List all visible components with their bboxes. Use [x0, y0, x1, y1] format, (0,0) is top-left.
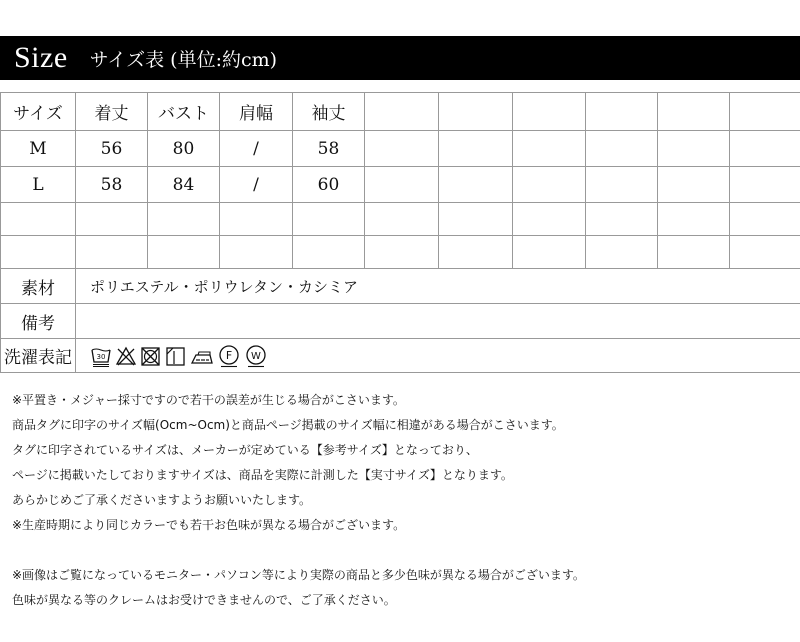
iron-low-icon	[190, 345, 214, 367]
empty-cell	[439, 167, 513, 203]
empty-cell	[586, 167, 658, 203]
size-word: Size	[14, 41, 68, 74]
table-row	[1, 167, 800, 203]
material-value: ポリエステル・ポリウレタン・カシミア	[76, 269, 800, 304]
size-table-title: サイズ表 (単位:約cm)	[89, 48, 278, 71]
table-header-row	[1, 93, 800, 131]
care-icons-cell	[76, 339, 800, 373]
line-dry-shade-icon	[165, 345, 187, 367]
note-line: ※平置き・メジャー採寸ですので若干の誤差が生じる場合がこさいます。	[12, 393, 405, 407]
remarks-row	[1, 304, 800, 339]
size-cell: L	[1, 167, 76, 203]
length-cell: 58	[76, 167, 148, 203]
note-line: 商品タグに印字のサイズ幅(Ocm~Ocm)と商品ページ掲載のサイズ幅に相違がある場合がこさいます。	[12, 418, 564, 432]
sleeve-cell: 58	[293, 131, 365, 167]
empty-cell	[658, 131, 730, 167]
material-label: 素材	[1, 269, 76, 304]
shoulder-cell: /	[220, 131, 293, 167]
note-line: ページに掲載いたしておりますサイズは、商品を実際に計測した【実寸サイズ】となります。	[12, 468, 513, 482]
size-header-bar	[0, 36, 800, 80]
note-line: ※生産時期により同じカラーでも若干お色味が異なる場合がございます。	[12, 518, 406, 532]
empty-cell	[513, 93, 586, 131]
empty-cell	[586, 131, 658, 167]
header-cell-bust: バスト	[148, 93, 220, 131]
empty-row	[1, 203, 800, 236]
shoulder-cell: /	[220, 167, 293, 203]
size-table	[0, 92, 800, 373]
care-label: 洗濯表記	[1, 339, 76, 373]
empty-cell	[513, 167, 586, 203]
empty-cell	[658, 167, 730, 203]
no-bleach-icon	[115, 345, 137, 367]
empty-cell	[658, 93, 730, 131]
empty-row	[1, 236, 800, 269]
no-tumble-dry-icon	[140, 345, 162, 367]
wet-clean-w-icon	[244, 344, 268, 368]
note-line: ※画像はご覧になっているモニター・パソコン等により実際の商品と多少色味が異なる場合がございます。	[12, 568, 585, 582]
svg-text:W: W	[251, 350, 261, 362]
header-cell-length: 着丈	[76, 93, 148, 131]
length-cell: 56	[76, 131, 148, 167]
note-line: タグに印字されているサイズは、メーカーが定めている【参考サイズ】となっており、	[12, 443, 478, 457]
header-cell-shoulder: 肩幅	[220, 93, 293, 131]
svg-text:30: 30	[96, 352, 106, 361]
empty-cell	[730, 131, 800, 167]
material-row	[1, 269, 800, 304]
empty-cell	[730, 167, 800, 203]
notes	[12, 388, 792, 613]
note-line: あらかじめご了承くださいますようお願いいたします。	[12, 493, 312, 507]
care-row	[1, 339, 800, 373]
header-cell-size: サイズ	[1, 93, 76, 131]
empty-cell	[586, 93, 658, 131]
wash-30-gentle-icon	[90, 345, 112, 367]
empty-cell	[439, 131, 513, 167]
empty-cell	[730, 93, 800, 131]
bust-cell: 80	[148, 131, 220, 167]
sleeve-cell: 60	[293, 167, 365, 203]
empty-cell	[365, 167, 439, 203]
empty-cell	[439, 93, 513, 131]
dry-clean-f-icon	[217, 344, 241, 368]
bust-cell: 84	[148, 167, 220, 203]
header-cell-sleeve: 袖丈	[293, 93, 365, 131]
size-cell: M	[1, 131, 76, 167]
svg-text:F: F	[225, 348, 233, 362]
empty-cell	[365, 93, 439, 131]
table-row	[1, 131, 800, 167]
remarks-value	[76, 304, 800, 339]
remarks-label: 備考	[1, 304, 76, 339]
empty-cell	[365, 131, 439, 167]
note-line: 色味が異なる等のクレームはお受けできませんので、ご了承ください。	[12, 593, 396, 607]
empty-cell	[513, 131, 586, 167]
